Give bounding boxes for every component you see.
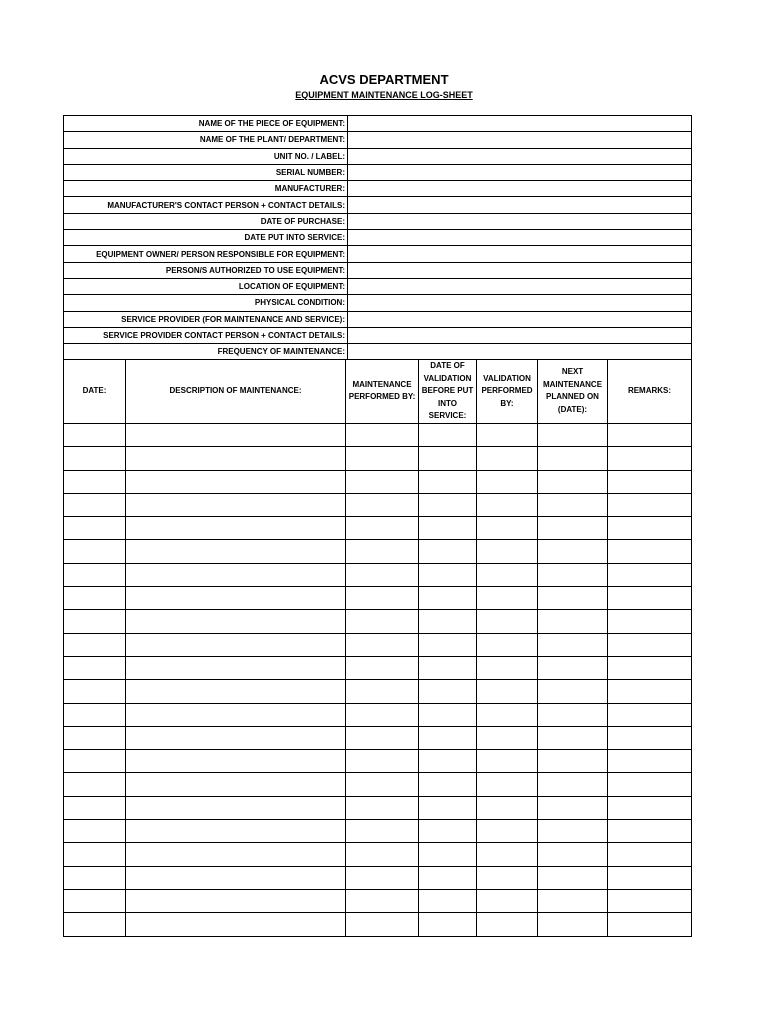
- log-cell-validation-by[interactable]: [477, 866, 538, 889]
- log-cell-date[interactable]: [64, 470, 126, 493]
- log-cell-remarks[interactable]: [608, 796, 692, 819]
- log-cell-validation-date[interactable]: [419, 563, 477, 586]
- log-cell-validation-by[interactable]: [477, 563, 538, 586]
- info-value-field[interactable]: [348, 148, 692, 164]
- info-label: EQUIPMENT OWNER/ PERSON RESPONSIBLE FOR EQUIPMENT:: [64, 246, 348, 262]
- info-value-field[interactable]: [348, 344, 692, 360]
- log-cell-validation-date[interactable]: [419, 633, 477, 656]
- log-cell-description[interactable]: [126, 750, 346, 773]
- log-cell-description[interactable]: [126, 913, 346, 936]
- log-row: [64, 680, 692, 703]
- column-header-description: DESCRIPTION OF MAINTENANCE:: [126, 360, 346, 424]
- log-cell-description[interactable]: [126, 517, 346, 540]
- log-cell-performed-by[interactable]: [346, 680, 419, 703]
- log-cell-performed-by[interactable]: [346, 703, 419, 726]
- info-label: SERIAL NUMBER:: [64, 164, 348, 180]
- info-label: MANUFACTURER:: [64, 181, 348, 197]
- log-cell-date[interactable]: [64, 540, 126, 563]
- log-cell-next-maintenance[interactable]: [538, 680, 608, 703]
- log-cell-validation-date[interactable]: [419, 913, 477, 936]
- log-cell-remarks[interactable]: [608, 773, 692, 796]
- log-cell-remarks[interactable]: [608, 913, 692, 936]
- log-cell-performed-by[interactable]: [346, 820, 419, 843]
- log-cell-performed-by[interactable]: [346, 610, 419, 633]
- log-cell-date[interactable]: [64, 773, 126, 796]
- log-cell-performed-by[interactable]: [346, 726, 419, 749]
- log-cell-validation-date[interactable]: [419, 587, 477, 610]
- info-value-field[interactable]: [348, 230, 692, 246]
- log-cell-remarks[interactable]: [608, 493, 692, 516]
- log-cell-validation-date[interactable]: [419, 726, 477, 749]
- log-row: [64, 866, 692, 889]
- info-label: DATE PUT INTO SERVICE:: [64, 230, 348, 246]
- log-cell-next-maintenance[interactable]: [538, 610, 608, 633]
- log-cell-description[interactable]: [126, 726, 346, 749]
- log-cell-performed-by[interactable]: [346, 470, 419, 493]
- info-label: PERSON/S AUTHORIZED TO USE EQUIPMENT:: [64, 262, 348, 278]
- log-row: [64, 750, 692, 773]
- log-cell-date[interactable]: [64, 563, 126, 586]
- log-cell-performed-by[interactable]: [346, 866, 419, 889]
- log-cell-validation-date[interactable]: [419, 470, 477, 493]
- log-cell-next-maintenance[interactable]: [538, 447, 608, 470]
- log-header-row: [64, 360, 692, 424]
- log-cell-performed-by[interactable]: [346, 423, 419, 446]
- log-cell-validation-date[interactable]: [419, 517, 477, 540]
- log-cell-remarks[interactable]: [608, 470, 692, 493]
- log-cell-validation-by[interactable]: [477, 587, 538, 610]
- column-header-next-maintenance: NEXT MAINTENANCE PLANNED ON (DATE):: [538, 360, 608, 424]
- log-cell-validation-date[interactable]: [419, 773, 477, 796]
- log-row: [64, 703, 692, 726]
- log-cell-remarks[interactable]: [608, 563, 692, 586]
- log-cell-next-maintenance[interactable]: [538, 866, 608, 889]
- log-row: [64, 423, 692, 446]
- log-cell-validation-date[interactable]: [419, 540, 477, 563]
- info-value-field[interactable]: [348, 116, 692, 132]
- log-cell-description[interactable]: [126, 633, 346, 656]
- column-header-validation-date: DATE OF VALIDATION BEFORE PUT INTO SERVICE:: [419, 360, 477, 424]
- log-cell-description[interactable]: [126, 493, 346, 516]
- log-cell-validation-date[interactable]: [419, 610, 477, 633]
- log-cell-description[interactable]: [126, 540, 346, 563]
- log-cell-next-maintenance[interactable]: [538, 773, 608, 796]
- log-cell-description[interactable]: [126, 843, 346, 866]
- log-cell-performed-by[interactable]: [346, 773, 419, 796]
- log-cell-validation-by[interactable]: [477, 913, 538, 936]
- log-cell-next-maintenance[interactable]: [538, 820, 608, 843]
- log-cell-description[interactable]: [126, 796, 346, 819]
- info-value-field[interactable]: [348, 327, 692, 343]
- info-value-field[interactable]: [348, 213, 692, 229]
- log-row: [64, 447, 692, 470]
- log-cell-date[interactable]: [64, 423, 126, 446]
- log-cell-next-maintenance[interactable]: [538, 726, 608, 749]
- log-cell-date[interactable]: [64, 750, 126, 773]
- info-row: [64, 132, 692, 148]
- log-cell-date[interactable]: [64, 610, 126, 633]
- log-cell-validation-date[interactable]: [419, 423, 477, 446]
- log-cell-performed-by[interactable]: [346, 656, 419, 679]
- log-cell-validation-by[interactable]: [477, 540, 538, 563]
- info-row: [64, 246, 692, 262]
- info-row: [64, 197, 692, 213]
- log-cell-description[interactable]: [126, 447, 346, 470]
- log-cell-validation-date[interactable]: [419, 866, 477, 889]
- log-cell-remarks[interactable]: [608, 447, 692, 470]
- log-cell-date[interactable]: [64, 680, 126, 703]
- column-header-date: DATE:: [64, 360, 126, 424]
- log-cell-remarks[interactable]: [608, 680, 692, 703]
- log-cell-date[interactable]: [64, 913, 126, 936]
- log-cell-validation-date[interactable]: [419, 703, 477, 726]
- log-cell-validation-by[interactable]: [477, 610, 538, 633]
- log-cell-date[interactable]: [64, 633, 126, 656]
- log-cell-performed-by[interactable]: [346, 447, 419, 470]
- log-row: [64, 656, 692, 679]
- log-row: [64, 773, 692, 796]
- log-cell-next-maintenance[interactable]: [538, 470, 608, 493]
- info-value-field[interactable]: [348, 278, 692, 294]
- log-cell-next-maintenance[interactable]: [538, 913, 608, 936]
- info-value-field[interactable]: [348, 181, 692, 197]
- log-cell-validation-date[interactable]: [419, 750, 477, 773]
- log-cell-next-maintenance[interactable]: [538, 750, 608, 773]
- info-value-field[interactable]: [348, 246, 692, 262]
- log-cell-next-maintenance[interactable]: [538, 703, 608, 726]
- info-value-field[interactable]: [348, 164, 692, 180]
- log-cell-description[interactable]: [126, 773, 346, 796]
- log-cell-validation-date[interactable]: [419, 889, 477, 912]
- log-cell-description[interactable]: [126, 656, 346, 679]
- log-cell-validation-date[interactable]: [419, 796, 477, 819]
- info-label: SERVICE PROVIDER CONTACT PERSON + CONTACT DETAILS:: [64, 327, 348, 343]
- info-row: [64, 278, 692, 294]
- log-cell-date[interactable]: [64, 866, 126, 889]
- log-cell-performed-by[interactable]: [346, 913, 419, 936]
- log-cell-performed-by[interactable]: [346, 517, 419, 540]
- log-row: [64, 726, 692, 749]
- log-cell-remarks[interactable]: [608, 866, 692, 889]
- log-cell-next-maintenance[interactable]: [538, 517, 608, 540]
- log-cell-date[interactable]: [64, 447, 126, 470]
- page-subtitle: EQUIPMENT MAINTENANCE LOG-SHEET: [295, 90, 473, 100]
- log-cell-next-maintenance[interactable]: [538, 587, 608, 610]
- log-cell-date[interactable]: [64, 843, 126, 866]
- log-cell-validation-date[interactable]: [419, 820, 477, 843]
- info-row: [64, 164, 692, 180]
- log-cell-validation-by[interactable]: [477, 750, 538, 773]
- log-cell-description[interactable]: [126, 610, 346, 633]
- info-label: DATE OF PURCHASE:: [64, 213, 348, 229]
- log-cell-description[interactable]: [126, 703, 346, 726]
- info-value-field[interactable]: [348, 197, 692, 213]
- log-cell-description[interactable]: [126, 820, 346, 843]
- info-label: NAME OF THE PLANT/ DEPARTMENT:: [64, 132, 348, 148]
- log-row: [64, 796, 692, 819]
- log-cell-next-maintenance[interactable]: [538, 656, 608, 679]
- log-row: [64, 913, 692, 936]
- log-cell-remarks[interactable]: [608, 633, 692, 656]
- log-cell-next-maintenance[interactable]: [538, 889, 608, 912]
- log-cell-remarks[interactable]: [608, 517, 692, 540]
- log-cell-validation-date[interactable]: [419, 656, 477, 679]
- log-cell-next-maintenance[interactable]: [538, 540, 608, 563]
- log-row: [64, 470, 692, 493]
- log-cell-remarks[interactable]: [608, 726, 692, 749]
- info-row: [64, 116, 692, 132]
- log-cell-description[interactable]: [126, 889, 346, 912]
- log-cell-validation-by[interactable]: [477, 493, 538, 516]
- equipment-info-table: [63, 115, 692, 360]
- info-label: UNIT NO. / LABEL:: [64, 148, 348, 164]
- info-value-field[interactable]: [348, 311, 692, 327]
- log-cell-performed-by[interactable]: [346, 563, 419, 586]
- log-cell-description[interactable]: [126, 563, 346, 586]
- log-cell-next-maintenance[interactable]: [538, 423, 608, 446]
- info-value-field[interactable]: [348, 295, 692, 311]
- log-cell-description[interactable]: [126, 680, 346, 703]
- info-value-field[interactable]: [348, 262, 692, 278]
- log-cell-performed-by[interactable]: [346, 889, 419, 912]
- log-cell-validation-date[interactable]: [419, 447, 477, 470]
- log-cell-performed-by[interactable]: [346, 540, 419, 563]
- info-row: [64, 148, 692, 164]
- log-cell-remarks[interactable]: [608, 703, 692, 726]
- log-row: [64, 610, 692, 633]
- info-label: PHYSICAL CONDITION:: [64, 295, 348, 311]
- log-cell-validation-by[interactable]: [477, 517, 538, 540]
- log-cell-description[interactable]: [126, 423, 346, 446]
- log-cell-remarks[interactable]: [608, 843, 692, 866]
- log-cell-date[interactable]: [64, 587, 126, 610]
- log-row: [64, 889, 692, 912]
- log-row: [64, 820, 692, 843]
- log-cell-remarks[interactable]: [608, 587, 692, 610]
- log-cell-remarks[interactable]: [608, 889, 692, 912]
- info-value-field[interactable]: [348, 132, 692, 148]
- log-row: [64, 587, 692, 610]
- log-cell-validation-by[interactable]: [477, 633, 538, 656]
- log-cell-validation-by[interactable]: [477, 656, 538, 679]
- log-cell-remarks[interactable]: [608, 750, 692, 773]
- log-cell-date[interactable]: [64, 703, 126, 726]
- log-cell-validation-by[interactable]: [477, 447, 538, 470]
- log-cell-date[interactable]: [64, 726, 126, 749]
- log-cell-validation-by[interactable]: [477, 773, 538, 796]
- log-cell-validation-by[interactable]: [477, 726, 538, 749]
- log-cell-validation-by[interactable]: [477, 470, 538, 493]
- log-row: [64, 563, 692, 586]
- log-cell-description[interactable]: [126, 470, 346, 493]
- log-cell-performed-by[interactable]: [346, 633, 419, 656]
- log-row: [64, 633, 692, 656]
- log-cell-date[interactable]: [64, 517, 126, 540]
- info-row: [64, 181, 692, 197]
- log-cell-next-maintenance[interactable]: [538, 493, 608, 516]
- column-header-performed-by: MAINTENANCE PERFORMED BY:: [346, 360, 419, 424]
- log-cell-performed-by[interactable]: [346, 493, 419, 516]
- log-cell-validation-date[interactable]: [419, 493, 477, 516]
- log-cell-performed-by[interactable]: [346, 587, 419, 610]
- info-label: LOCATION OF EQUIPMENT:: [64, 278, 348, 294]
- log-cell-next-maintenance[interactable]: [538, 633, 608, 656]
- log-cell-remarks[interactable]: [608, 423, 692, 446]
- log-cell-description[interactable]: [126, 587, 346, 610]
- log-cell-remarks[interactable]: [608, 656, 692, 679]
- log-cell-date[interactable]: [64, 820, 126, 843]
- info-row: [64, 311, 692, 327]
- info-label: FREQUENCY OF MAINTENANCE:: [64, 344, 348, 360]
- maintenance-log-table: [63, 359, 692, 937]
- log-cell-next-maintenance[interactable]: [538, 563, 608, 586]
- info-row: [64, 213, 692, 229]
- log-cell-date[interactable]: [64, 656, 126, 679]
- info-row: [64, 230, 692, 246]
- log-cell-validation-by[interactable]: [477, 680, 538, 703]
- log-cell-remarks[interactable]: [608, 540, 692, 563]
- info-label: MANUFACTURER'S CONTACT PERSON + CONTACT DETAILS:: [64, 197, 348, 213]
- log-row: [64, 493, 692, 516]
- info-label: NAME OF THE PIECE OF EQUIPMENT:: [64, 116, 348, 132]
- log-cell-date[interactable]: [64, 796, 126, 819]
- log-cell-validation-date[interactable]: [419, 680, 477, 703]
- info-row: [64, 262, 692, 278]
- log-cell-date[interactable]: [64, 889, 126, 912]
- info-label: SERVICE PROVIDER (FOR MAINTENANCE AND SERVICE):: [64, 311, 348, 327]
- column-header-validation-by: VALIDATION PERFORMED BY:: [477, 360, 538, 424]
- log-cell-next-maintenance[interactable]: [538, 843, 608, 866]
- log-cell-performed-by[interactable]: [346, 796, 419, 819]
- log-row: [64, 517, 692, 540]
- info-row: [64, 344, 692, 360]
- log-cell-validation-by[interactable]: [477, 423, 538, 446]
- info-row: [64, 295, 692, 311]
- log-cell-validation-by[interactable]: [477, 843, 538, 866]
- log-cell-remarks[interactable]: [608, 820, 692, 843]
- log-cell-validation-by[interactable]: [477, 703, 538, 726]
- log-cell-validation-by[interactable]: [477, 889, 538, 912]
- log-cell-validation-by[interactable]: [477, 820, 538, 843]
- column-header-remarks: REMARKS:: [608, 360, 692, 424]
- info-row: [64, 327, 692, 343]
- log-row: [64, 843, 692, 866]
- log-cell-next-maintenance[interactable]: [538, 796, 608, 819]
- page-title: ACVS DEPARTMENT: [319, 72, 449, 87]
- log-cell-performed-by[interactable]: [346, 750, 419, 773]
- log-cell-validation-date[interactable]: [419, 843, 477, 866]
- log-cell-performed-by[interactable]: [346, 843, 419, 866]
- log-cell-validation-by[interactable]: [477, 796, 538, 819]
- log-cell-remarks[interactable]: [608, 610, 692, 633]
- log-row: [64, 540, 692, 563]
- log-cell-description[interactable]: [126, 866, 346, 889]
- log-cell-date[interactable]: [64, 493, 126, 516]
